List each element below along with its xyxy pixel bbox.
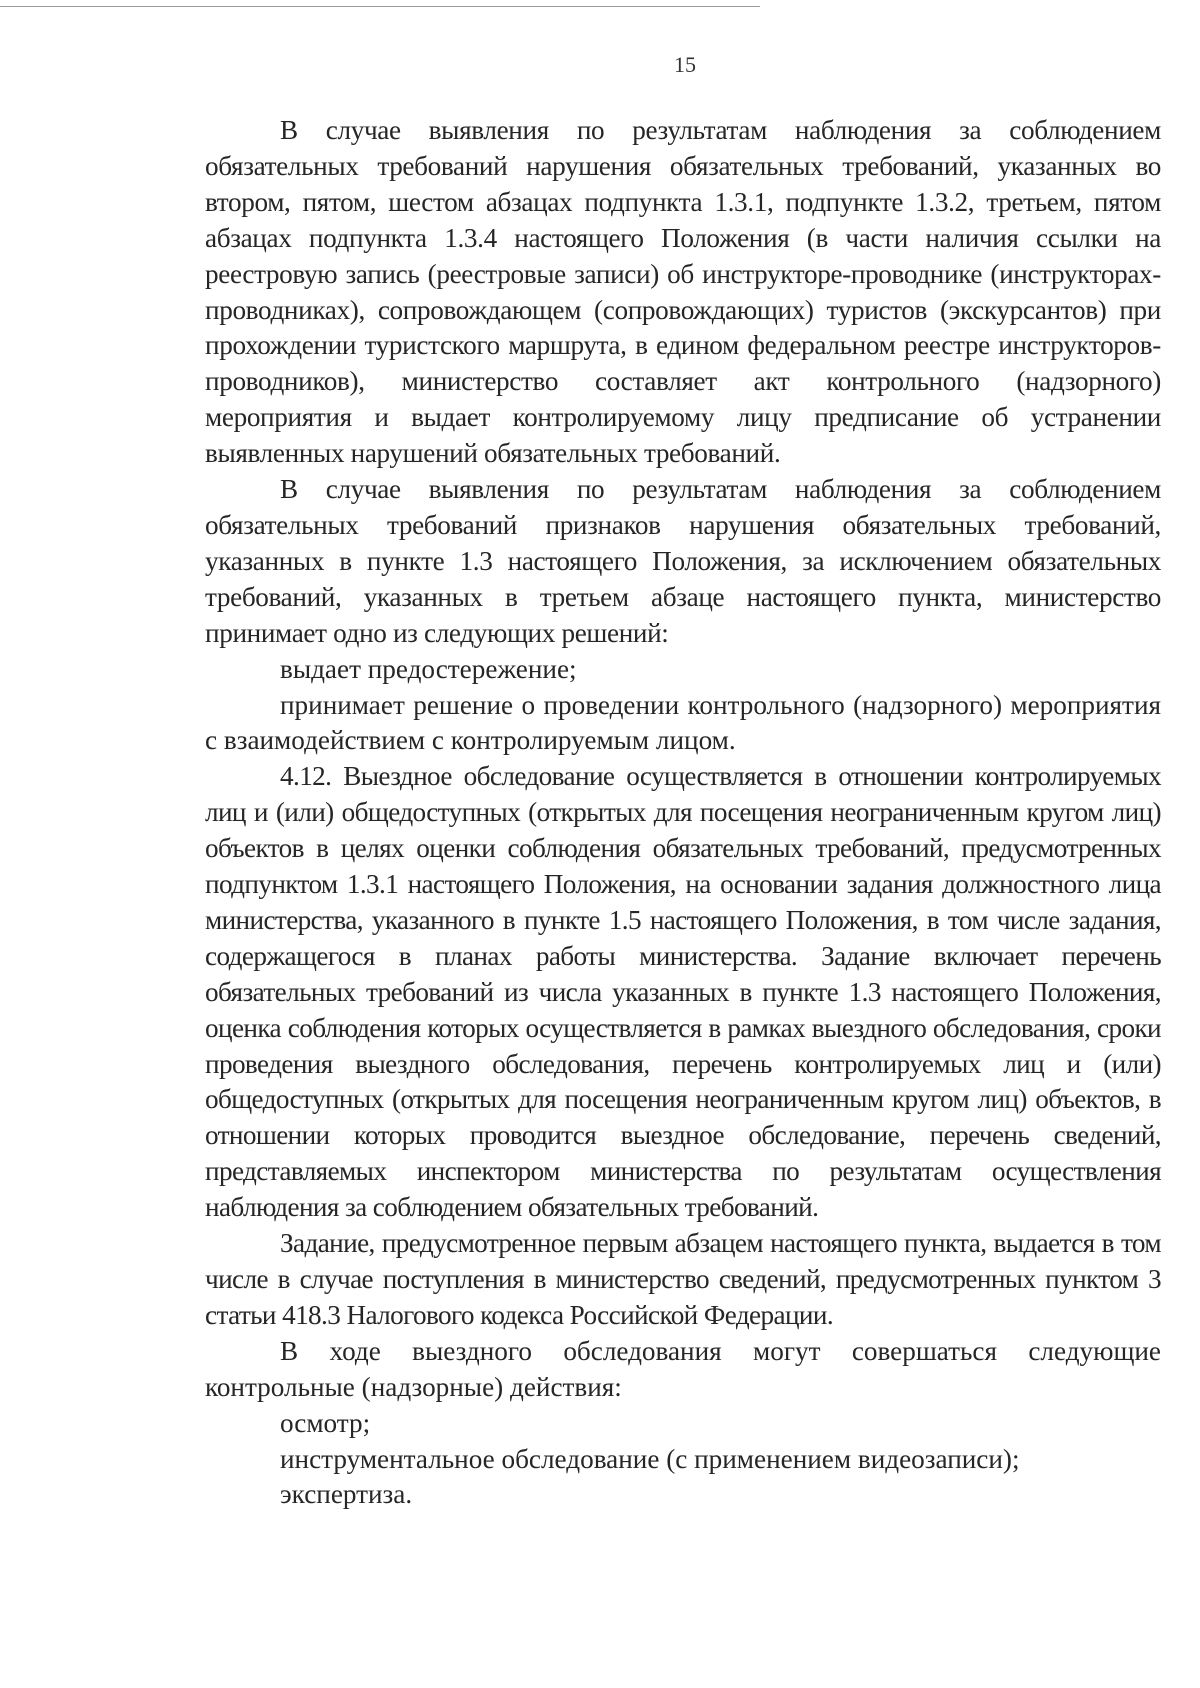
paragraph-control-actions: В ходе выездного обследования могут совершаться следующие контрольные (надзорные) действия:: [205, 1335, 1161, 1402]
document-body: [205, 113, 1161, 1513]
paragraph-signs-of-violation: В случае выявления по результатам наблюдения за соблюдением обязательных требований признаков нарушения обязательных требований, указанных в пункте 1.3 настоящего Положения, за исключением обязательных требований, указанных в третьем абзаце настоящего пункта, министерство принимает одно из следующих решений:: [205, 474, 1161, 648]
list-item-expertise: экспертиза.: [280, 1479, 413, 1510]
paragraph-task-issuance: Задание, предусмотренное первым абзацем настоящего пункта, выдается в том числе в случае поступления в министерство сведений, предусмотренных пунктом 3 статьи 418.3 Налогового кодекса Российской Федерации.: [205, 1228, 1161, 1330]
list-item-decision: принимает решение о проведении контрольного (надзорного) мероприятия с взаимодействием с контролируемым лицом.: [205, 689, 1161, 756]
paragraph-4-12-field-inspection: 4.12. Выездное обследование осуществляется в отношении контролируемых лиц и (или) общедоступных (открытых для посещения неограниченным кругом лиц) объектов в целях оценки соблюдения обязательных требований, предусмотренных подпунктом 1.3.1 настоящего Положения, на основании задания должностного лица министерства, указанного в пункте 1.5 настоящего Положения, в том числе задания, содержащегося в планах работы министерства. Задание включает перечень обязательных требований из числа указанных в пункте 1.3 настоящего Положения, оценка соблюдения которых осуществляется в рамках выездного обследования, сроки проведения выездного обследования, перечень контролируемых лиц и (или) общедоступных (открытых для посещения неограниченным кругом лиц) объектов, в отношении которых проводится выездное обследование, перечень сведений, представляемых инспектором министерства по результатам осуществления наблюдения за соблюдением обязательных требований.: [205, 761, 1161, 1223]
list-item-warning: выдает предостережение;: [280, 653, 577, 684]
scan-edge-line: [0, 6, 760, 7]
list-item-inspection: осмотр;: [280, 1407, 371, 1438]
paragraph-violations-act: В случае выявления по результатам наблюдения за соблюдением обязательных требований нарушения обязательных требований, указанных во втором, пятом, шестом абзацах подпункта 1.3.1, подпункте 1.3.2, третьем, пятом абзацах подпункта 1.3.4 настоящего Положения (в части наличия ссылки на реестровую запись (реестровые записи) об инструкторе-проводнике (инструкторах-проводниках), сопровождающем (сопровождающих) туристов (экскурсантов) при прохождении туристского маршрута, в едином федеральном реестре инструкторов-проводников), министерство составляет акт контрольного (надзорного) мероприятия и выдает контролируемому лицу предписание об устранении выявленных нарушений обязательных требований.: [205, 115, 1161, 469]
page-number: 15: [674, 52, 696, 77]
list-item-instrumental: инструментальное обследование (с применением видеозаписи);: [280, 1443, 1020, 1474]
